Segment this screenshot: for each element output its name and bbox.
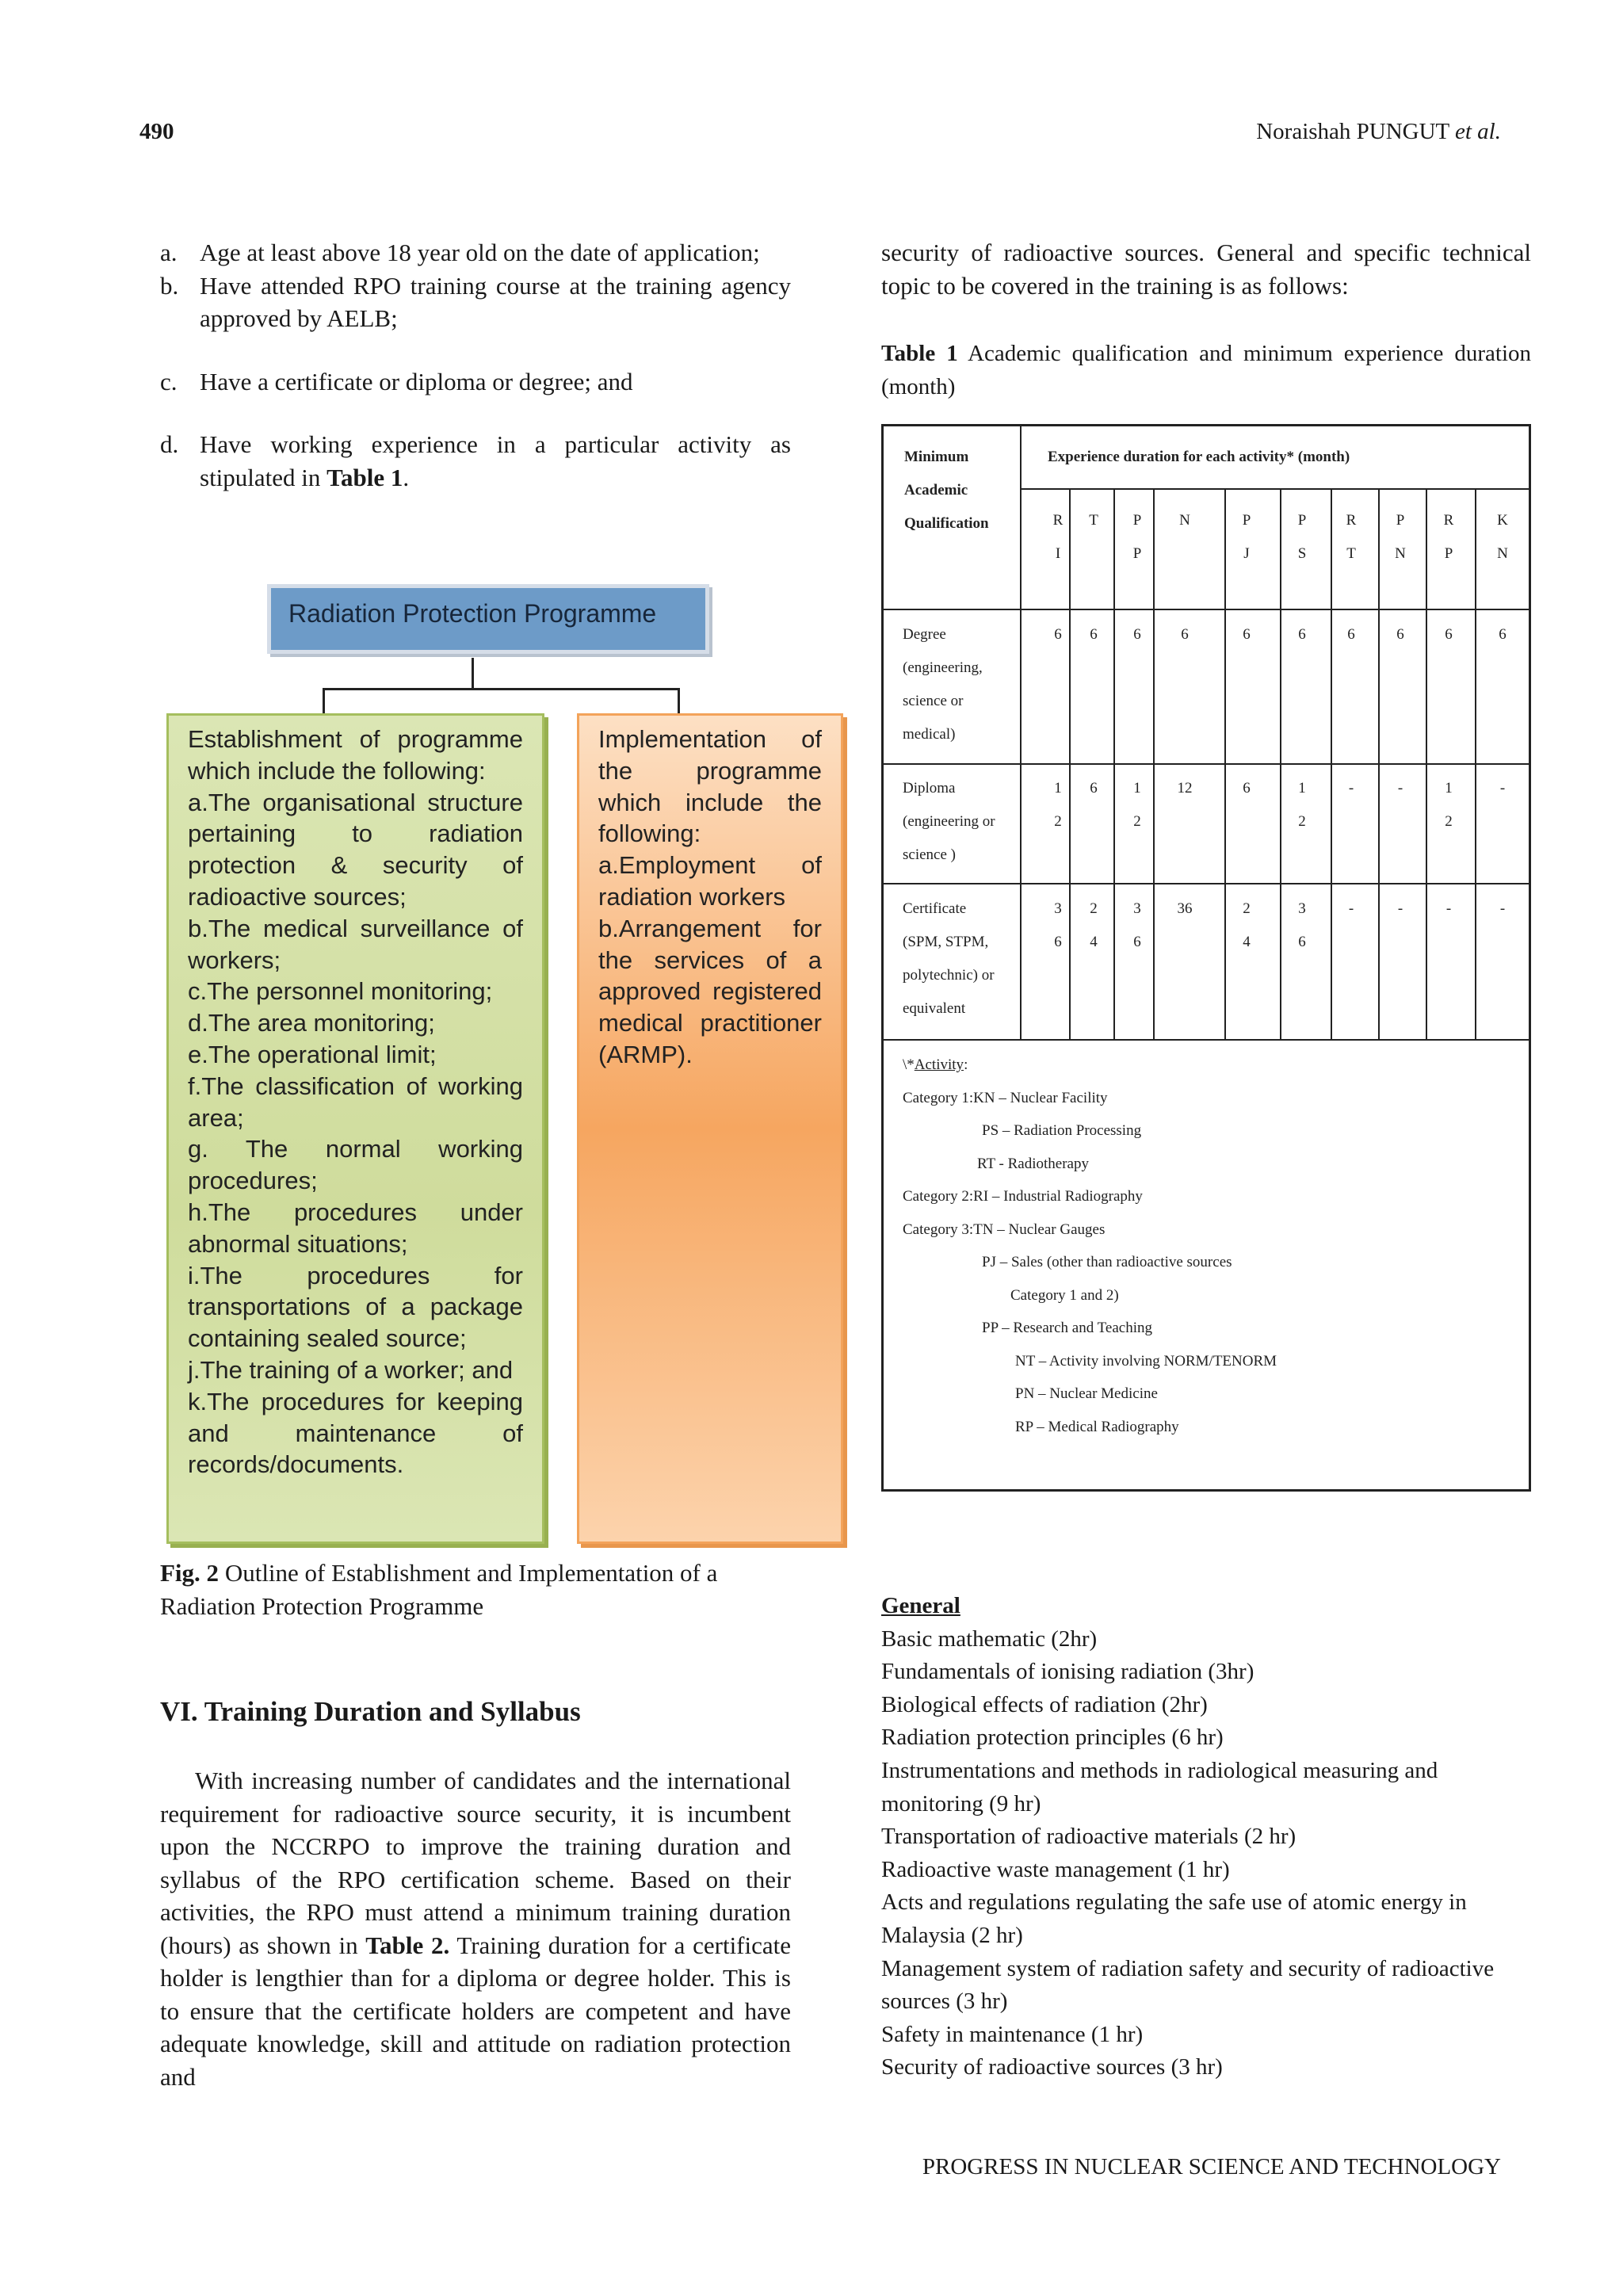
header-authors: Noraishah PUNGUT [1256, 119, 1449, 144]
implementation-box [577, 713, 843, 1544]
list-item: Instrumentations and methods in radiological measuring and monitoring (9 hr) [881, 1757, 1438, 1817]
table-cell: 1 2 [1445, 780, 1453, 830]
table-cell: 6 [1298, 626, 1306, 643]
table-cell: 6 [1396, 626, 1404, 643]
table-cell: 1 2 [1133, 780, 1141, 830]
activity-code: N [1179, 512, 1190, 529]
list-item: Safety in maintenance (1 hr) [881, 2021, 1144, 2047]
list-item: Biological effects of radiation (2hr) [881, 1691, 1208, 1717]
activity-code: P S [1297, 512, 1307, 562]
implementation-intro: Implementation of the programme which include the following: [598, 725, 822, 848]
table-cell: - [1397, 780, 1403, 797]
general-heading: General [881, 1593, 960, 1618]
requirements-list [160, 236, 791, 494]
general-topics [881, 1590, 1531, 2084]
list-item: Management system of radiation safety and security of radioactive sources (3 hr) [881, 1955, 1495, 2015]
table-cell: 3 6 [1054, 900, 1062, 950]
activity-code: K N [1497, 512, 1508, 562]
table-cell: - [1499, 900, 1506, 917]
list-item: c.The personnel monitoring; [188, 977, 493, 1006]
running-header [1256, 119, 1501, 145]
connector-left-drop [323, 688, 325, 713]
table-cell: 6 [1181, 626, 1189, 643]
activity-code: P N [1395, 512, 1406, 562]
activity-code: P P [1132, 512, 1142, 562]
table-cell: 2 4 [1243, 900, 1251, 950]
list-item: Acts and regulations regulating the safe use of atomic energy in Malaysia (2 hr) [881, 1889, 1467, 1948]
table-cell: - [1499, 780, 1506, 797]
table-cell: 6 [1243, 626, 1251, 643]
experience-header: Experience duration for each activity* (month) [1048, 449, 1350, 465]
table-cell: - [1348, 780, 1354, 797]
right-intro-paragraph: security of radioactive sources. General and specific technical topic to be covered in the training is as follows: [881, 239, 1531, 300]
list-item: Fundamentals of ionising radiation (3hr) [881, 1659, 1254, 1685]
table-row-qual: Certificate (SPM, STPM, polytechnic) or equivalent [903, 900, 995, 1017]
table-cell: 6 [1054, 626, 1062, 643]
table-cell: 6 [1090, 626, 1098, 643]
table-cell: 36 [1177, 900, 1193, 917]
list-item: Basic mathematic (2hr) [881, 1626, 1098, 1652]
table-cell: 6 [1445, 626, 1453, 643]
list-item: a.Employment of radiation workers [598, 851, 822, 911]
table-cell: 6 [1133, 626, 1141, 643]
table-cell: - [1445, 900, 1452, 917]
table-caption: Table 1 Academic qualification and minimum experience duration (month) [881, 341, 1532, 399]
body-paragraph: With increasing number of candidates and the international requirement for radioactive source security, it is incumbent upon the NCCRPO to improve the training duration and syllabus of the RPO certification scheme. Based on their activities, the RPO must attend a minimum training duration (hours) as shown in Table 2. Training duration for a certificate holder is lengthier than for a diploma or degree holder. This is to ensure that the certificate holders are competent and have adequate knowledge, skill and attitude on radiation protection and [160, 1767, 792, 2091]
activity-code: R T [1346, 512, 1357, 562]
list-item: d. Have working experience in a particular activity as stipulated in Table 1. [160, 430, 791, 491]
table-row-qual: Diploma (engineering or science ) [903, 780, 995, 863]
list-item: Transportation of radioactive materials (2 hr) [881, 1824, 1296, 1850]
list-item: k.The procedures for keeping and maintenance of records/documents. [188, 1387, 523, 1479]
establishment-box [166, 713, 544, 1544]
list-item: b.The medical surveillance of workers; [188, 914, 523, 974]
diagram-top-box: Radiation Protection Programme [267, 584, 709, 654]
activity-code: R I [1052, 512, 1064, 562]
table-cell: 3 6 [1298, 900, 1306, 950]
activity-code: R P [1443, 512, 1454, 562]
table-cell: 2 4 [1090, 900, 1098, 950]
establishment-intro: Establishment of programme which include the following: [188, 725, 523, 785]
section-heading: VI. Training Duration and Syllabus [160, 1696, 581, 1727]
table-cell: 3 6 [1133, 900, 1141, 950]
figure-caption: Fig. 2 Outline of Establishment and Implementation of a Radiation Protection Programme [160, 1559, 718, 1620]
list-item: e.The operational limit; [188, 1040, 437, 1068]
list-item: c. Have a certificate or diploma or degree; and [160, 367, 633, 395]
qual-header: Minimum Academic Qualification [904, 449, 989, 532]
activity-code: P J [1242, 512, 1251, 562]
activity-code: T [1089, 512, 1098, 529]
list-item: i.The procedures for transportations of a package containing sealed source; [188, 1261, 523, 1353]
list-item: d.The area monitoring; [188, 1009, 435, 1037]
table-cell: 12 [1177, 780, 1193, 797]
table-cell: - [1348, 900, 1354, 917]
list-item: g. The normal working procedures; [188, 1135, 523, 1195]
table-cell: - [1397, 900, 1403, 917]
list-item: f.The classification of working area; [188, 1072, 523, 1132]
qualification-table [881, 424, 1531, 1492]
list-item: b.Arrangement for the services of a approved registered medical practitioner (ARMP). [598, 914, 822, 1068]
table-footnote: \*Activity: Category 1:KN – Nuclear Facility PS – Radiation Processing RT - Radiotherapy Category 2:RI – Industrial Radiography Category 3:TN – Nuclear Gauges PJ – Sales (other than radioactive sources Category 1 and 2) PP – Research and Teaching NT – Activity involving NORM/TENORM PN – Nuclear Medicine RP – Medical Radiography [903, 1056, 1277, 1435]
table-cell: 6 [1090, 780, 1098, 797]
table-cell: 6 [1347, 626, 1355, 643]
connector-right-drop [678, 688, 680, 713]
list-item: Radiation protection principles (6 hr) [881, 1725, 1224, 1751]
table-cell: 1 2 [1298, 780, 1306, 830]
list-item: a.The organisational structure pertaining to radiation protection & security of radioactive sources; [188, 788, 523, 911]
connector-horizontal [323, 688, 679, 690]
list-item: b. Have attended RPO training course at the training agency approved by AELB; [160, 271, 791, 332]
connector-vertical [472, 658, 474, 690]
list-item: Radioactive waste management (1 hr) [881, 1856, 1230, 1882]
table-cell: 1 2 [1054, 780, 1062, 830]
list-item: j.The training of a worker; and [188, 1355, 514, 1384]
journal-footer: PROGRESS IN NUCLEAR SCIENCE AND TECHNOLOGY [922, 2154, 1501, 2179]
list-item: a. Age at least above 18 year old on the date of application; [160, 239, 760, 266]
list-item: h.The procedures under abnormal situations; [188, 1198, 523, 1258]
table-row-qual: Degree (engineering, science or medical) [903, 626, 983, 743]
list-item: Security of radioactive sources (3 hr) [881, 2054, 1223, 2080]
table-cell: 6 [1243, 780, 1251, 797]
table-cell: 6 [1499, 626, 1507, 643]
header-et-al: et al. [1455, 119, 1501, 144]
page-number: 490 [139, 119, 174, 144]
